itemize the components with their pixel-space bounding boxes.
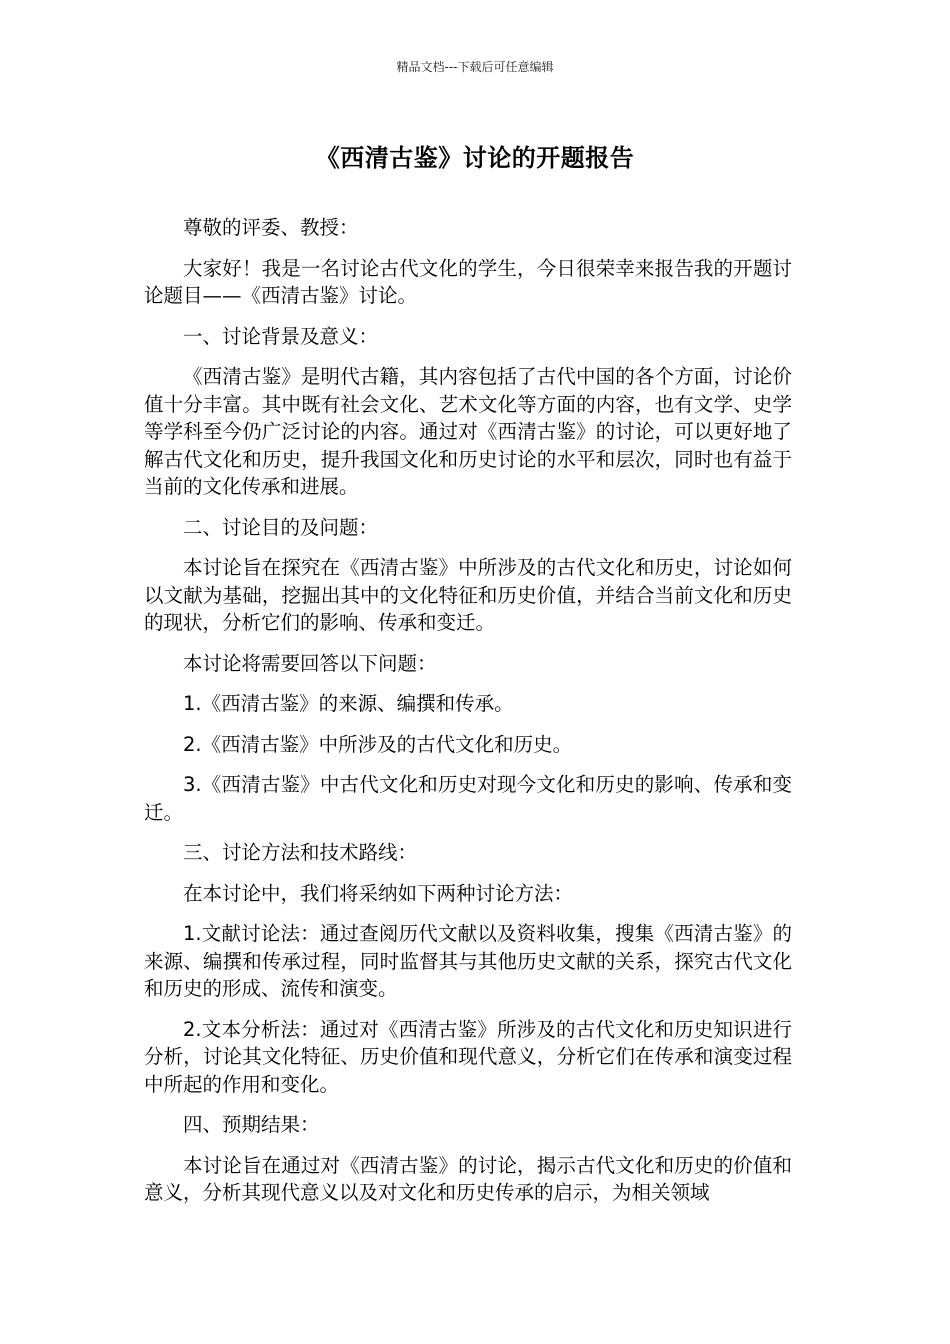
list-item-method-1: 1.文献讨论法：通过查阅历代文献以及资料收集，搜集《西清古鉴》的来源、编撰和传承过程，同时监督其与其他历史文献的关系，探究古代文化和历史的形成、流传和演变。 [144, 922, 792, 1000]
header-note: 精品文档---下载后可任意编辑 [396, 60, 554, 74]
paragraph-questions-intro: 本讨论将需要回答以下问题： [183, 651, 437, 675]
paragraph-results: 本讨论旨在通过对《西清古鉴》的讨论，揭示古代文化和历史的价值和意义，分析其现代意义以及对文化和历史传承的启示，为相关领域 [144, 1153, 792, 1204]
section-heading-background: 一、讨论背景及意义： [183, 324, 379, 348]
document-body [144, 214, 792, 1220]
section-heading-purpose: 二、讨论目的及问题： [183, 515, 379, 539]
list-item-question-3: 3.《西清古鉴》中古代文化和历史对现今文化和历史的影响、传承和变迁。 [144, 773, 792, 824]
section-heading-results: 四、预期结果： [183, 1113, 320, 1136]
list-item-method-2: 2.文本分析法：通过对《西清古鉴》所涉及的古代文化和历史知识进行分析，讨论其文化特征、历史价值和现代意义，分析它们在传承和演变过程中所起的作用和变化。 [144, 1017, 792, 1096]
document-title: 《西清古鉴》讨论的开题报告 [315, 144, 635, 172]
paragraph-salutation: 尊敬的评委、教授： [183, 216, 359, 239]
paragraph-intro: 大家好！我是一名讨论古代文化的学生，今日很荣幸来报告我的开题讨论题目——《西清古鉴》讨论。 [144, 256, 792, 307]
paragraph-background: 《西清古鉴》是明代古籍，其内容包括了古代中国的各个方面，讨论价值十分丰富。其中既有社会文化、艺术文化等方面的内容，也有文学、史学等学科至今仍广泛讨论的内容。通过对《西清古鉴》的讨论，可以更好地了解古代文化和历史，提升我国文化和历史讨论的水平和层次，同时也有益于当前的文化传承和进展。 [144, 365, 792, 498]
list-item-question-1: 1.《西清古鉴》的来源、编撰和传承。 [183, 692, 514, 715]
list-item-question-2: 2.《西清古鉴》中所涉及的古代文化和历史。 [183, 732, 573, 756]
paragraph-methods-intro: 在本讨论中，我们将采纳如下两种讨论方法： [183, 881, 574, 905]
section-heading-methods: 三、讨论方法和技术路线： [183, 841, 418, 864]
paragraph-purpose: 本讨论旨在探究在《西清古鉴》中所涉及的古代文化和历史，讨论如何以文献为基础，挖掘出其中的文化特征和历史价值，并结合当前文化和历史的现状，分析它们的影响、传承和变迁。 [144, 556, 792, 634]
